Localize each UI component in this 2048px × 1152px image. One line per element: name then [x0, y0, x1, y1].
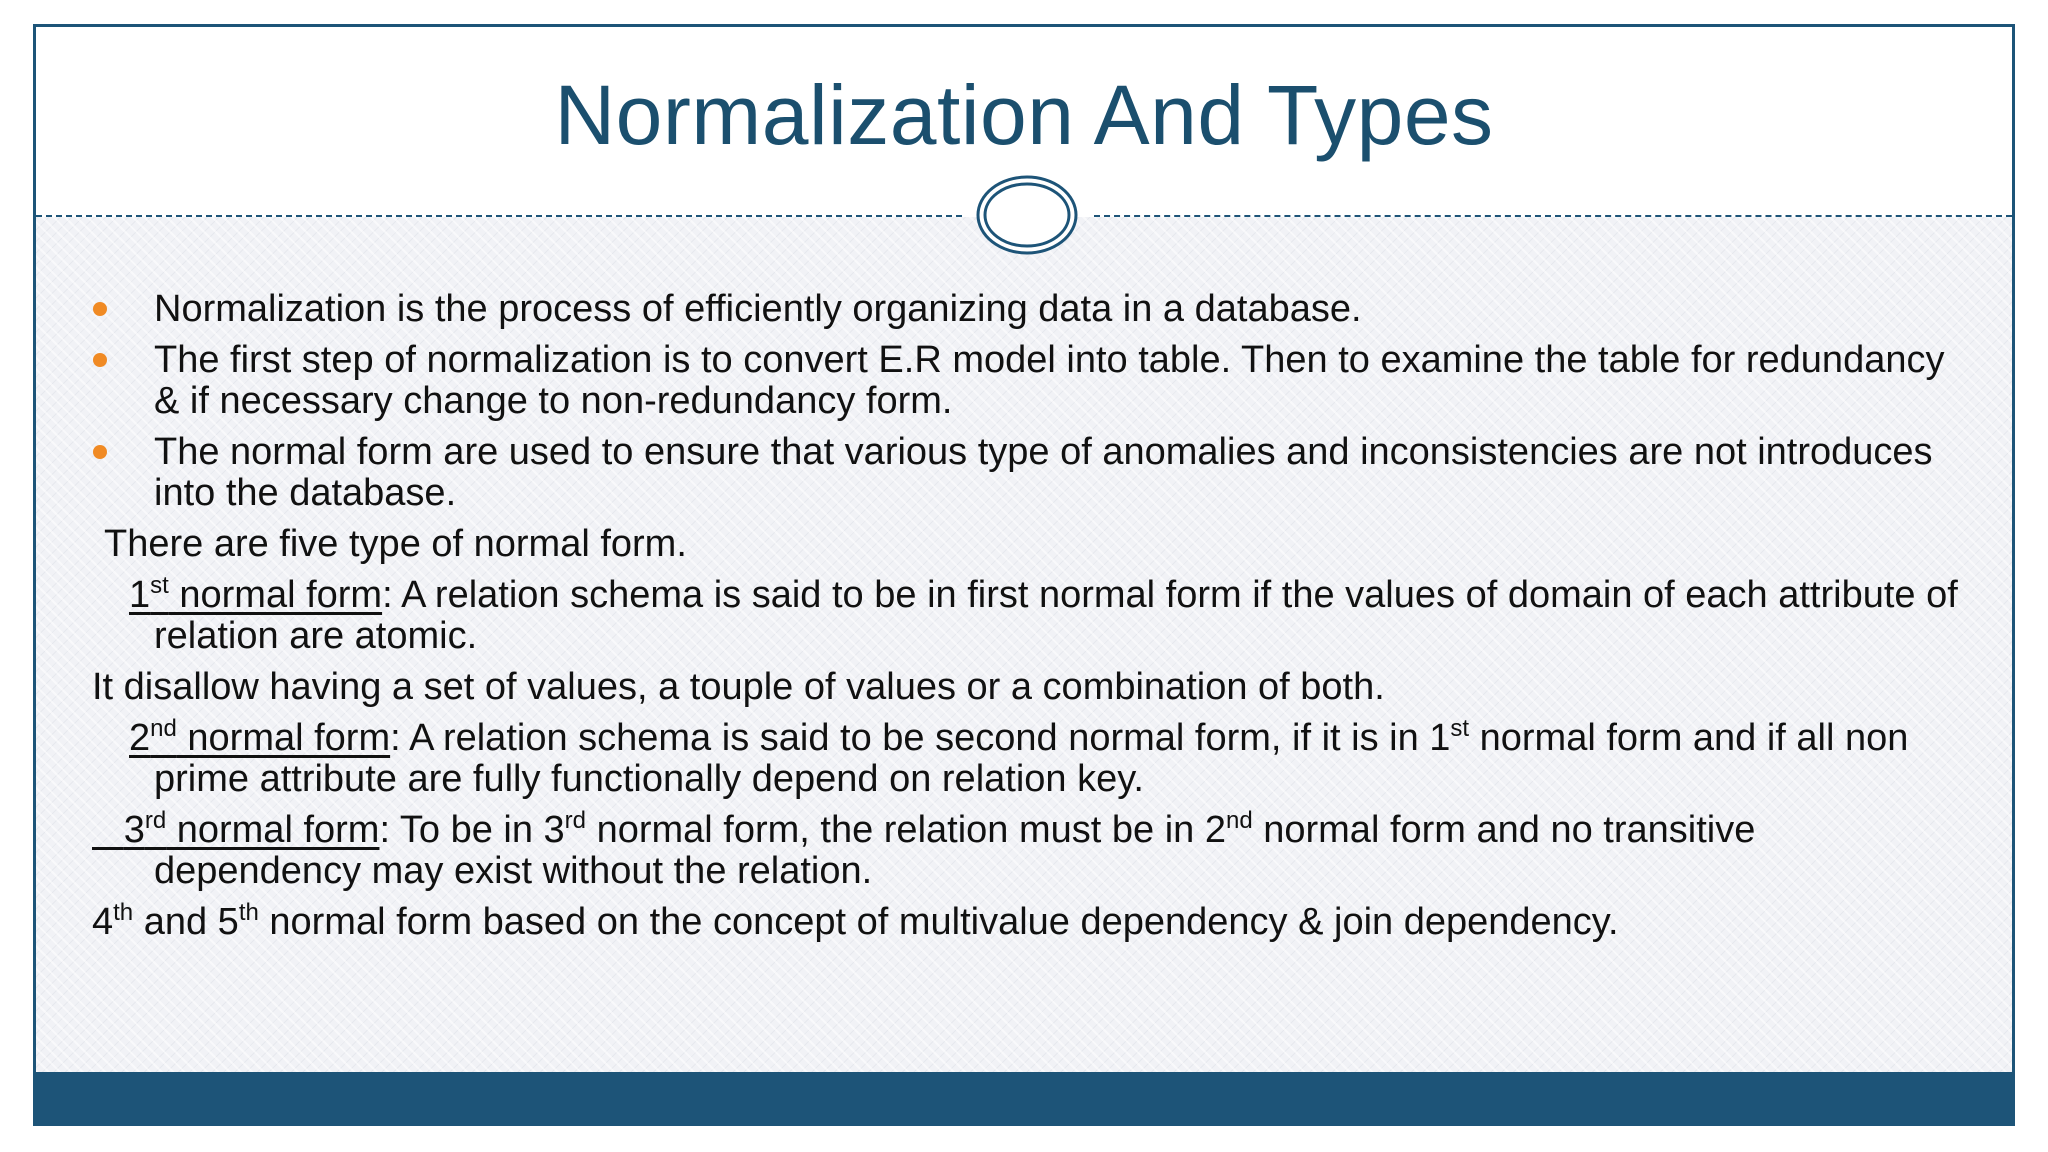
slide-title: Normalization And Types — [554, 68, 1494, 162]
nf1-paragraph — [36, 572, 2012, 657]
nf2-heading: 2nd normal form — [129, 715, 391, 759]
bullet-item — [36, 432, 2012, 514]
bullet-text: Normalization is the process of efficiently organizing data in a database. — [154, 288, 1362, 330]
slide-body — [36, 289, 2012, 953]
footer-bar — [36, 1072, 2012, 1123]
nf45-paragraph: 4th and 5th normal form based on the concept of multivalue dependency & join dependency. — [92, 899, 1619, 943]
bullet-item — [36, 340, 2012, 422]
content-area — [36, 217, 2012, 1072]
double-ring-icon — [975, 174, 1079, 256]
nf2-paragraph: 2nd normal form: A relation schema is said to be second normal form, if it is in 1st normal form and if all non prime attribute are fully functionally depend on relation key. — [129, 715, 1909, 800]
intro-text: There are five type of normal form. — [104, 523, 687, 565]
bullet-text: The first step of normalization is to convert E.R model into table. Then to examine the table for redundancy & if necessary change to non-redundancy form. — [154, 339, 1945, 422]
orange-dot-icon — [93, 353, 107, 367]
bullet-text: The normal form are used to ensure that various type of anomalies and inconsistencies are not introduces into the database. — [154, 431, 1933, 514]
orange-dot-icon — [93, 445, 107, 459]
orange-dot-icon — [93, 302, 107, 316]
intro-line — [36, 524, 2012, 565]
nf1-heading: 1st normal form — [129, 572, 383, 616]
nf1-note — [36, 667, 2012, 708]
nf3-heading: 3rd normal form — [123, 807, 380, 851]
title-divider-right — [1094, 215, 2012, 217]
slide-frame — [33, 24, 2015, 1126]
nf1-note-text: It disallow having a set of values, a touple of values or a combination of both. — [92, 666, 1385, 708]
bullet-item — [36, 289, 2012, 330]
nf1-text: : A relation schema is said to be in first normal form if the values of domain of each attribute of relation are atomic. — [154, 574, 1958, 657]
title-divider-left — [36, 215, 962, 217]
nf3-paragraph: 3rd normal form: To be in 3rd normal form, the relation must be in 2nd normal form and no transitive dependency may exist without the relation. — [36, 810, 2012, 892]
